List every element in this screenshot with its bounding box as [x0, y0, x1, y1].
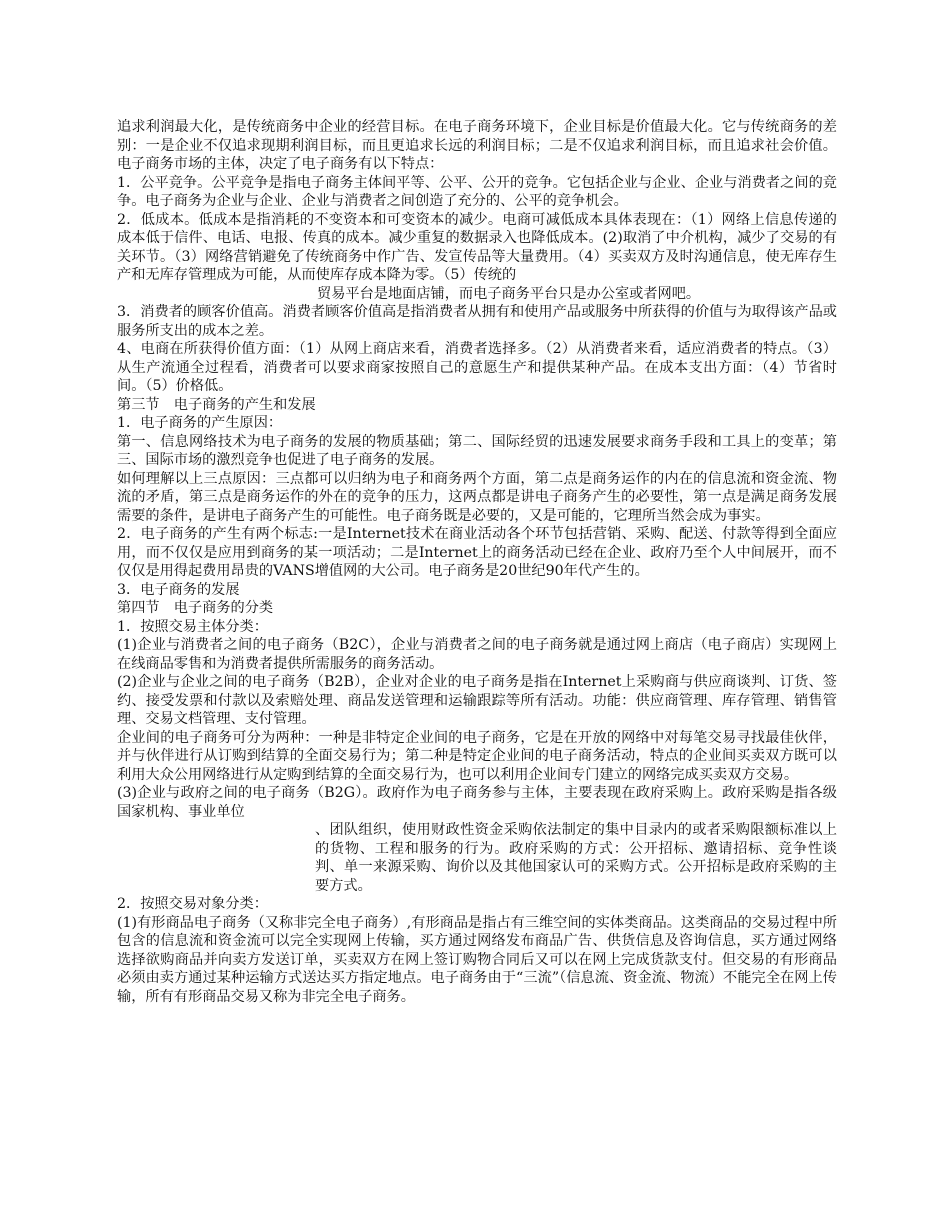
- paragraph-two-signs: 2．电子商务的产生有两个标志:一是Internet技术在商业活动各个环节包括营销、采购、配送、付款等得到全面应用，而不仅仅是应用到商务的某一项活动；二是Internet上的商务活动已经在企业、政府乃至个人中间展开，而不仅仅是用得起费用昂贵的VANS增值网的大公司。电子商务是20世纪90年代产生的。: [117, 526, 837, 579]
- subheading-development: 3．电子商务的发展: [117, 581, 240, 598]
- paragraph-b2g: (3)企业与政府之间的电子商务（B2G）。政府作为电子商务参与主体，主要表现在政府采购上。政府采购是指各级国家机构、事业单位: [117, 785, 837, 820]
- section-heading-4: 第四节 电子商务的分类: [117, 600, 274, 616]
- paragraph-b2g-continued: 、团队组织，使用财政性资金采购依法制定的集中目录内的或者采购限额标准以上的货物、工程和服务的行为。政府采购的方式：公开招标、邀请招标、竞争性谈判、单一来源采购、询价以及其他国家认可的采购方式。公开招标是政府采购的主要方式。: [315, 822, 837, 894]
- section-heading-3: 第三节 电子商务的产生和发展: [117, 396, 316, 413]
- paragraph-low-cost-continued: 贸易平台是地面店铺，而电子商务平台只是办公室或者网吧。: [317, 285, 701, 302]
- paragraph-b2b: (2)企业与企业之间的电子商务（B2B），企业对企业的电子商务是指在Internet上采购商与供应商谈判、订货、签约、接受发票和付款以及索赔处理、商品发送管理和运输跟踪等所有活动。功能：供应商管理、库存管理、销售管理、交易文档管理、支付管理。: [117, 674, 837, 727]
- paragraph-b2b-types: 企业间的电子商务可分为两种：一种是非特定企业间的电子商务，它是在开放的网络中对每笔交易寻找最佳伙伴，并与伙伴进行从订购到结算的全面交易行为；第二种是特定企业间的电子商务活动，特点的企业间买卖双方既可以利用大众公用网络进行从定购到结算的全面交易行为，也可以利用企业间专门建立的网络完成买卖双方交易。: [117, 729, 837, 783]
- document-body: [117, 118, 837, 1006]
- paragraph-fair-competition: 1．公平竞争。公平竞争是指电子商务主体间平等、公平、公开的竞争。它包括企业与企业、企业与消费者之间的竞争。电子商务为企业与企业、企业与消费者之间创造了充分的、公平的竞争机会。: [117, 174, 837, 209]
- paragraph-low-cost: 2．低成本。低成本是指消耗的不变资本和可变资本的减少。电商可减低成本具体表现在：（1）网络上信息传递的成本低于信件、电话、电报、传真的成本。减少重复的数据录入也降低成本。(2)取消了中介机构，减少了交易的有关环节。（3）网络营销避免了传统商务中作广告、发宣传品等大量费用。（4）买卖双方及时沟通信息，使无库存生产和无库存管理成为可能，从而使库存成本降为零。（5）传统的: [117, 211, 837, 283]
- subheading-by-object: 2．按照交易对象分类：: [117, 896, 268, 912]
- subheading-origin-reasons: 1．电子商务的产生原因：: [117, 415, 283, 431]
- paragraph-customer-value: 3．消费者的顾客价值高。消费者顾客价值高是指消费者从拥有和使用产品或服务中所获得的价值与为取得该产品或服务所支出的成本之差。: [117, 304, 837, 339]
- paragraph-origin-reasons: 第一、信息网络技术为电子商务的发展的物质基础；第二、国际经贸的迅速发展要求商务手段和工具上的变革；第三、国际市场的激烈竞争也促进了电子商务的发展。: [117, 433, 837, 468]
- paragraph-value-aspects: 4、电商在所获得价值方面：（1）从网上商店来看，消费者选择多。（2）从消费者来看，适应消费者的特点。（3）从生产流通全过程看，消费者可以要求商家按照自己的意愿生产和提供某种产品。在成本支出方面：（4）节省时间。（5）价格低。: [117, 341, 837, 394]
- paragraph-understanding: 如何理解以上三点原因：三点都可以归纳为电子和商务两个方面，第二点是商务运作的内在的信息流和资金流、物流的矛盾，第三点是商务运作的外在的竞争的压力，这两点都是讲电子商务产生的必要性，第一点是满足商务发展需要的条件，是讲电子商务产生的可能性。电子商务既是必要的，又是可能的，它理所当然会成为事实。: [117, 470, 837, 524]
- paragraph-intro: 追求利润最大化，是传统商务中企业的经营目标。在电子商务环境下，企业目标是价值最大化。它与传统商务的差别：一是企业不仅追求现期利润目标，而且更追求长远的利润目标；二是不仅追求利润目标，而且追求社会价值。电子商务市场的主体，决定了电子商务有以下特点：: [117, 119, 837, 172]
- subheading-by-subject: 1．按照交易主体分类：: [117, 618, 268, 635]
- paragraph-tangible-goods: (1)有形商品电子商务（又称非完全电子商务）,有形商品是指占有三维空间的实体类商品。这类商品的交易过程中所包含的信息流和资金流可以完全实现网上传输，买方通过网络发布商品广告、供货信息及咨询信息，买方通过网络选择欲购商品并向卖方发送订单，买卖双方在网上签订购物合同后又可以在网上完成货款支付。但交易的有形商品必须由卖方通过某种运输方式送达买方指定地点。电子商务由于“三流”（信息流、资金流、物流）不能完全在网上传输，所有有形商品交易又称为非完全电子商务。: [117, 914, 837, 1005]
- paragraph-b2c: (1)企业与消费者之间的电子商务（B2C），企业与消费者之间的电子商务就是通过网上商店（电子商店）实现网上在线商品零售和为消费者提供所需服务的商务活动。: [117, 637, 837, 672]
